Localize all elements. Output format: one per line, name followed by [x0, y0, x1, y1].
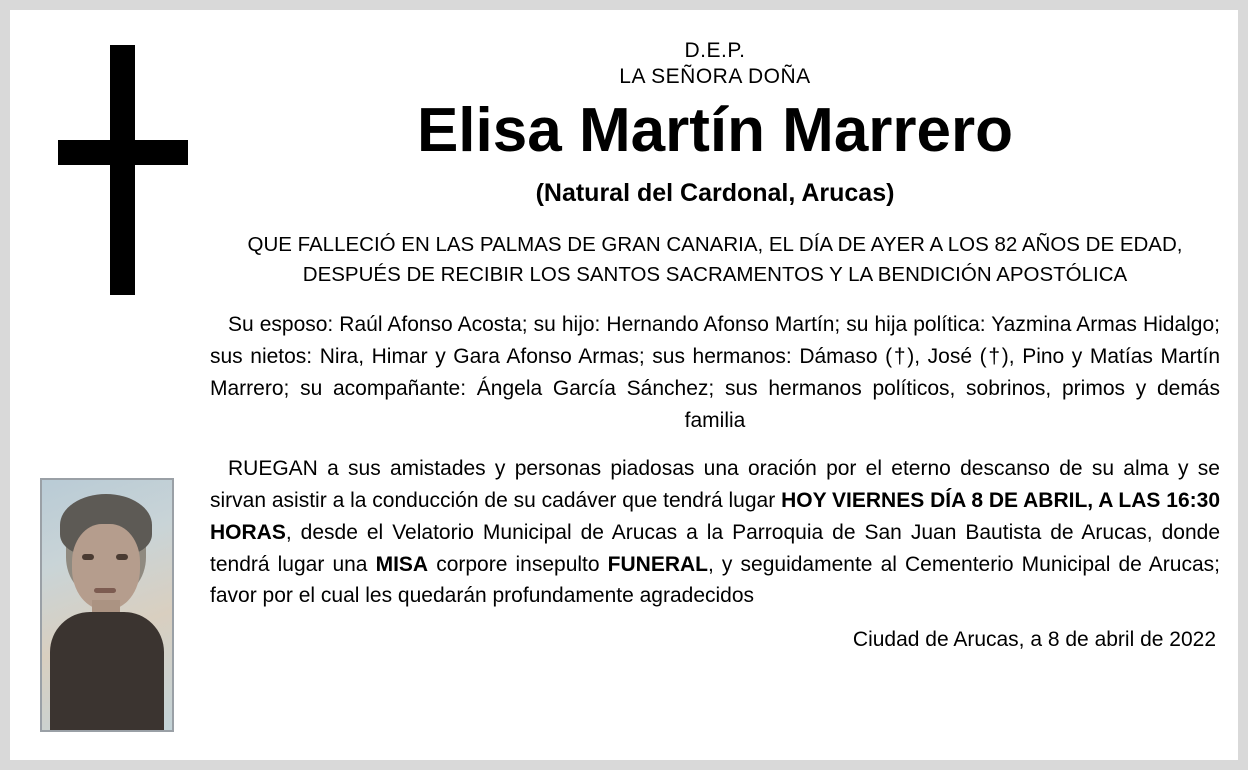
request-part-2: , desde el Velatorio Municipal de Arucas a la Parroquia de San Juan Bautista de Arucas, donde tendrá lugar una — [210, 520, 1220, 576]
frame-top-border — [0, 0, 1248, 10]
request-part-3: corpore insepulto — [428, 552, 608, 576]
request-emphasis-datetime: HOY VIERNES DÍA 8 DE ABRIL, A LAS 16:30 HORAS — [210, 488, 1220, 544]
place-and-date: Ciudad de Arucas, a 8 de abril de 2022 — [852, 628, 1216, 652]
request-emphasis-misa: MISA — [375, 552, 429, 576]
cross-vertical-bar — [110, 45, 135, 295]
deceased-name: Elisa Martín Marrero — [416, 95, 1014, 165]
request-part-4: , y seguidamente al Cementerio Municipal de Arucas; favor por el cual les quedarán profundamente agradecidos — [210, 552, 1220, 608]
portrait-face — [72, 524, 140, 610]
frame-right-border — [1238, 0, 1248, 770]
portrait-mouth — [94, 588, 116, 593]
cross-icon — [40, 45, 200, 295]
honorific-label: LA SEÑORA DOÑA — [619, 65, 811, 89]
portrait-eye-right — [116, 554, 128, 560]
request-emphasis-funeral: FUNERAL — [607, 552, 708, 576]
portrait-eye-left — [82, 554, 94, 560]
notice-text-block — [210, 38, 1220, 652]
cross-horizontal-bar — [58, 140, 188, 165]
portrait-photo — [40, 478, 174, 732]
dep-label: D.E.P. — [684, 39, 746, 62]
death-details: QUE FALLECIÓ EN LAS PALMAS DE GRAN CANARIA, EL DÍA DE AYER A LOS 82 AÑOS DE EDAD, DESPUÉS DE RECIBIR LOS SANTOS SACRAMENTOS Y LA BENDICIÓN APOSTÓLICA — [247, 232, 1183, 287]
origin-label: (Natural del Cardonal, Arucas) — [535, 178, 895, 207]
family-members: Su esposo: Raúl Afonso Acosta; su hijo: Hernando Afonso Martín; su hija política: Yazmina Armas Hidalgo; sus nietos: Nira, Himar y Gara Afonso Armas; sus hermanos: Dámaso (†), José (†), Pino y Matías Martín Marrero; su acompañante: Ángela García Sánchez; sus hermanos políticos, sobrinos, primos y demás familia — [210, 313, 1220, 432]
frame-bottom-border — [0, 760, 1248, 770]
frame-left-border — [0, 0, 10, 770]
funeral-request — [210, 453, 1220, 613]
portrait-body — [50, 612, 164, 732]
notice-inner-area — [10, 10, 1238, 760]
request-part-1: RUEGAN a sus amistades y personas piadosas una oración por el eterno descanso de su alma y se sirvan asistir a la conducción de su cadáver que tendrá lugar — [210, 456, 1220, 512]
